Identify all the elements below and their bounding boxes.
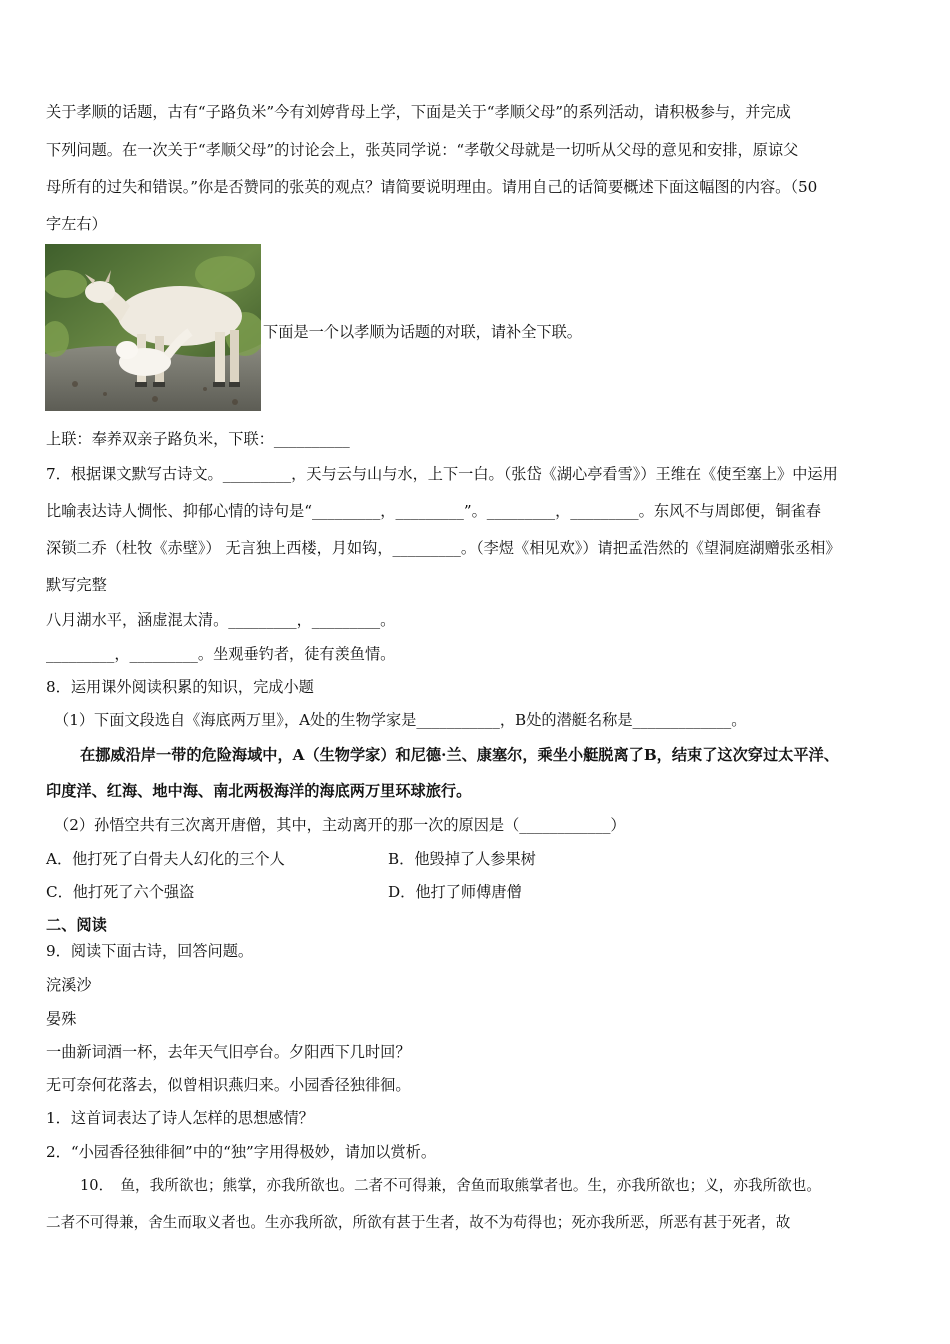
q8-title: 8．运用课外阅读积累的知识，完成小题 [46,678,314,696]
poem-author: 晏殊 [46,1010,77,1028]
q7-line-6: _________，_________。坐观垂钓者，徒有羡鱼情。 [46,645,396,663]
option-b: B．他毁掉了人参果树 [388,850,536,868]
q8-passage-1: 在挪威沿岸一带的危险海域中，A（生物学家）和尼德·兰、康塞尔，乘坐小艇脱离了B，结束了这次穿过太平洋、 [80,746,839,764]
option-a: A．他打死了白骨夫人幻化的三个人 [46,850,285,868]
q8-passage-2: 印度洋、红海、地中海、南北两极海洋的海底两万里环球旅行。 [46,782,472,800]
q9-question-2: 2．“小园香径独徘徊”中的“独”字用得极妙，请加以赏析。 [46,1143,437,1161]
q6-line-1: 关于孝顺的话题，古有“子路负米”今有刘婷背母上学，下面是关于“孝顺父母”的系列活动，请积极参与，并完成 [46,103,791,121]
q6-line-4: 字左右） [46,215,107,233]
q7-line-5: 八月湖水平，涵虚混太清。_________，_________。 [46,611,396,629]
option-c: C．他打死了六个强盗 [46,883,195,901]
option-d: D．他打了师傅唐僧 [388,883,522,901]
q7-line-4: 默写完整 [46,576,107,594]
q6-line-2: 下列问题。在一次关于“孝顺父母”的讨论会上，张英同学说：“孝敬父母就是一切听从父母的意见和安排，原谅父 [46,141,799,159]
section-heading-reading: 二、阅读 [46,916,107,934]
goat-nursing-kid-photo [45,244,261,411]
q7-line-1: 7．根据课文默写古诗文。_________，天与云与山与水，上下一白。（张岱《湖心亭看雪》）王维在《使至塞上》中运用 [46,465,838,483]
q9-title: 9．阅读下面古诗，回答问题。 [46,942,254,960]
couplet-line: 上联：奉养双亲子路负米，下联：__________ [46,430,350,448]
q7-line-3: 深锁二乔（杜牧《赤壁》） 无言独上西楼，月如钩，_________。（李煜《相见欢》）请把孟浩然的《望洞庭湖赠张丞相》 [46,539,841,557]
q8-sub1: （1）下面文段选自《海底两万里》，A处的生物学家是___________，B处的潜艇名称是_____________。 [54,711,747,729]
poem-verse-2: 无可奈何花落去，似曾相识燕归来。小园香径独徘徊。 [46,1076,411,1094]
poem-title: 浣溪沙 [46,976,92,994]
q8-sub2: （2）孙悟空共有三次离开唐僧，其中，主动离开的那一次的原因是（____________） [54,816,626,834]
q7-line-2: 比喻表达诗人惆怅、抑郁心情的诗句是“_________，_________”。_________，_________。东风不与周郎便，铜雀春 [46,502,821,520]
q9-question-1: 1．这首词表达了诗人怎样的思想感情？ [46,1109,314,1127]
q10-line-2: 二者不可得兼，舍生而取义者也。生亦我所欲，所欲有甚于生者，故不为苟得也；死亦我所恶，所恶有甚于死者，故 [46,1214,791,1231]
q6-line-3: 母所有的过失和错误。”你是否赞同的张英的观点？请简要说明理由。请用自己的话简要概述下面这幅图的内容。（50 [46,178,818,196]
goat-photo-illustration [45,244,261,411]
couplet-prompt: 下面是一个以孝顺为话题的对联，请补全下联。 [263,323,582,341]
q10-line-1: 10． 鱼，我所欲也；熊掌，亦我所欲也。二者不可得兼，舍鱼而取熊掌者也。生，亦我所欲也；义，亦我所欲也。 [80,1177,821,1194]
poem-verse-1: 一曲新词酒一杯，去年天气旧亭台。夕阳西下几时回？ [46,1043,411,1061]
